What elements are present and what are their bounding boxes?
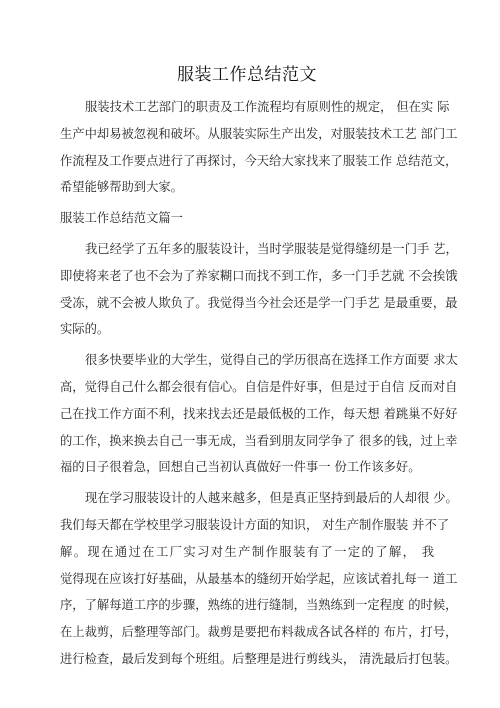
text-line: 进行检查，最后发到每个班组。后整理是进行剪线头， 清洗最后打包装。 <box>60 651 458 666</box>
text-line: 己在找工作方面不利，找来找去还是最低极的工作，每天想 着跳巢不好好 <box>60 406 458 421</box>
text-line: 生产中却易被忽视和破坏。从服装实际生产出发，对服装技术工艺 部门工 <box>60 126 458 141</box>
body-paragraph-2 <box>60 347 458 481</box>
section-title: 服装工作总结范文篇一 <box>60 211 183 226</box>
text-line: 现在学习服装设计的人越来越多，但是真正坚持到最后的人却很 少。 <box>85 491 458 506</box>
body-paragraph-1 <box>60 236 458 343</box>
text-line: 觉得现在应该打好基础，从最基本的缝纫开始学起，应该试着扎每一 道工 <box>60 571 458 586</box>
text-line: 受冻，就不会被人欺负了。我觉得当今社会还是学一门手艺 是最重要，最 <box>60 295 458 310</box>
body-paragraph-3 <box>60 485 458 673</box>
text-line: 我们每天都在学校里学习服装设计方面的知识， 对生产制作服装 并不了 <box>60 517 450 532</box>
text-line: 服装技术工艺部门的职责及工作流程均有原则性的规定， 但在实 际 <box>85 100 450 114</box>
text-line: 的工作，换来换去自己一事无成，当看到朋友同学争了 很多的钱，过上幸 <box>60 433 458 448</box>
text-line: 实际的。 <box>60 322 110 337</box>
text-line: 在上裁剪，后整理等部门。裁剪是要把布料裁成各试各样的 布片，打号， <box>60 625 458 640</box>
text-line: 很多快要毕业的大学生，觉得自己的学历很高在选择工作方面要 求太 <box>85 353 458 368</box>
text-line: 解。现在通过在工厂实习对生产制作服装有了一定的了解， 我 <box>60 544 434 559</box>
text-line: 希望能够帮助到大家。 <box>60 180 183 195</box>
text-line: 我已经学了五年多的服装设计，当时学服装是觉得缝纫是一门手 艺， <box>85 241 458 256</box>
text-line: 福的日子很着急，回想自己当初认真做好一件事一 份工作该多好。 <box>60 460 421 475</box>
intro-paragraph <box>60 94 458 201</box>
text-line: 序，了解每道工序的步骤，熟练的进行缝制，当熟练到一定程度 的时候， <box>60 598 458 613</box>
text-line: 即使将来老了也不会为了养家糊口而找不到工作，多一门手艺就 不会挨饿 <box>60 268 458 283</box>
text-line: 作流程及工作要点进行了再探讨，今天给大家找来了服装工作 总结范文， <box>60 153 458 168</box>
document-title: 服装工作总结范文 <box>177 65 317 85</box>
text-line: 高，觉得自己什么都会很有信心。自信是件好事，但是过于自信 反而对自 <box>60 379 458 394</box>
